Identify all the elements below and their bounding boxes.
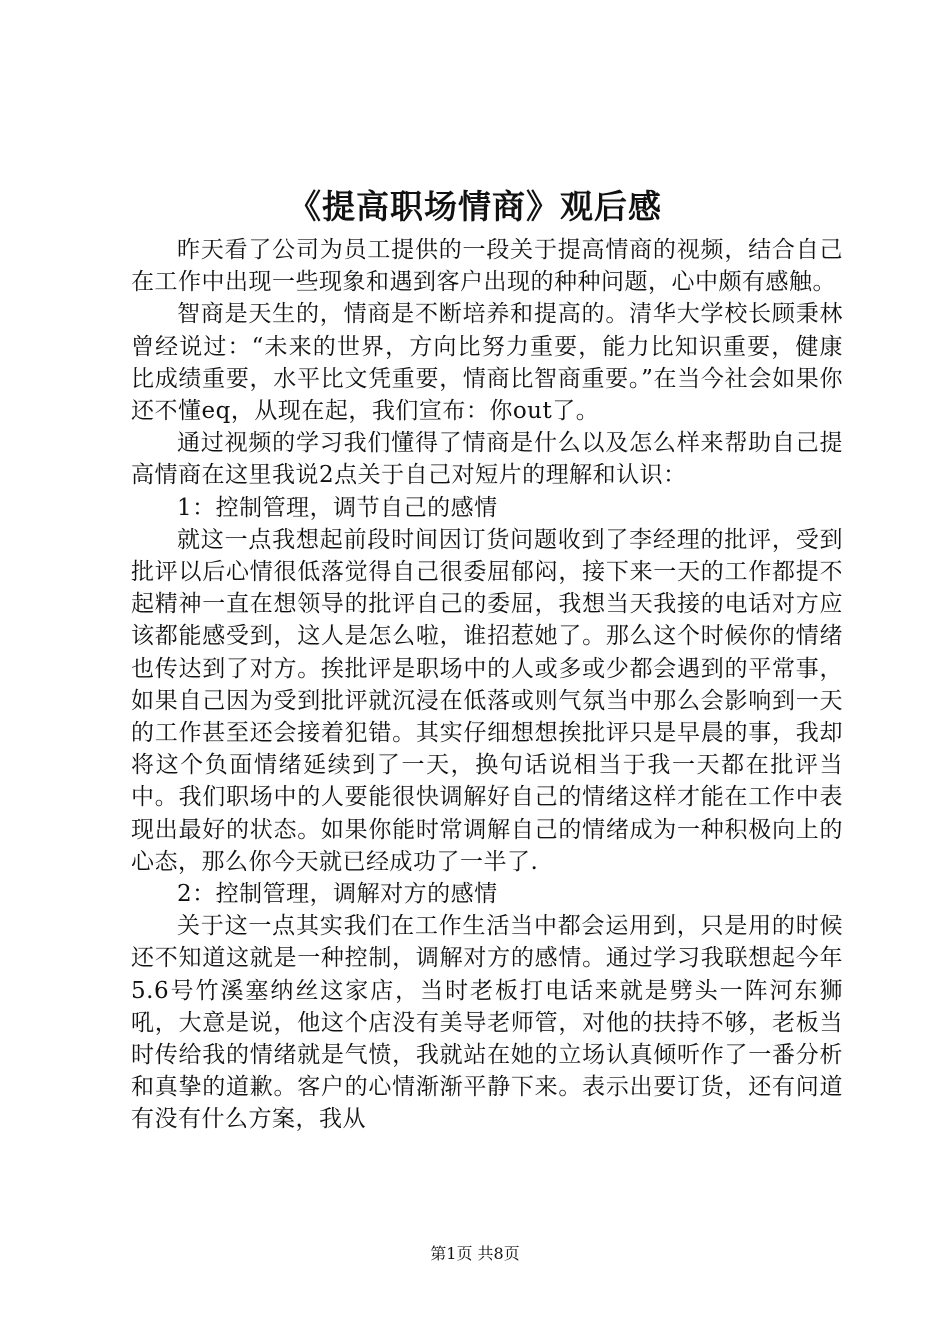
document-body — [131, 234, 843, 1136]
paragraph-video-learning: 通过视频的学习我们懂得了情商是什么以及怎么样来帮助自己提高情商在这里我说2点关于自己对短片的理解和认识： — [131, 430, 843, 489]
page-number-footer: 第1页 共8页 — [430, 1244, 520, 1263]
paragraph-point-two: 关于这一点其实我们在工作生活当中都会运用到，只是用的时候还不知道这就是一种控制，调解对方的感情。通过学习我联想起今年5.6号竹溪塞纳丝这家店，当时老板打电话来就是劈头一阵河东狮吼，大意是说，他这个店没有美导老师管，对他的扶持不够，老板当时传给我的情绪就是气愤，我就站在她的立场认真倾听作了一番分析和真挚的道歉。客户的心情渐渐平静下来。表示出要订货，还有问道有没有什么方案，我从 — [131, 913, 843, 1133]
document-title: 《提高职场情商》观后感 — [288, 187, 662, 226]
paragraph-point-one: 就这一点我想起前段时间因订货问题收到了李经理的批评，受到批评以后心情很低落觉得自己很委屈郁闷，接下来一天的工作都提不起精神一直在想领导的批评自己的委屈，我想当天我接的电话对方应该都能感受到，这人是怎么啦，谁招惹她了。那么这个时候你的情绪也传达到了对方。挨批评是职场中的人或多或少都会遇到的平常事，如果自己因为受到批评就沉浸在低落或则气氛当中那么会影响到一天的工作甚至还会接着犯错。其实仔细想想挨批评只是早晨的事，我却将这个负面情绪延续到了一天，换句话说相当于我一天都在批评当中。我们职场中的人要能很快调解好自己的情绪这样才能在工作中表现出最好的状态。如果你能时常调解自己的情绪成为一种积极向上的心态，那么你今天就已经成功了一半了. — [131, 526, 843, 875]
paragraph-eq-quote: 智商是天生的，情商是不断培养和提高的。清华大学校长顾秉林曾经说过：“未来的世界，方向比努力重要，能力比知识重要，健康比成绩重要，水平比文凭重要，情商比智商重要。”在当今社会如果你还不懂eq，从现在起，我们宣布：你out了。 — [131, 301, 843, 425]
point-two-heading: 2：控制管理，调解对方的感情 — [177, 881, 498, 908]
paragraph-intro: 昨天看了公司为员工提供的一段关于提高情商的视频，结合自己在工作中出现一些现象和遇到客户出现的种种问题，心中颇有感触。 — [131, 237, 843, 296]
point-one-heading: 1：控制管理，调节自己的感情 — [177, 494, 498, 521]
